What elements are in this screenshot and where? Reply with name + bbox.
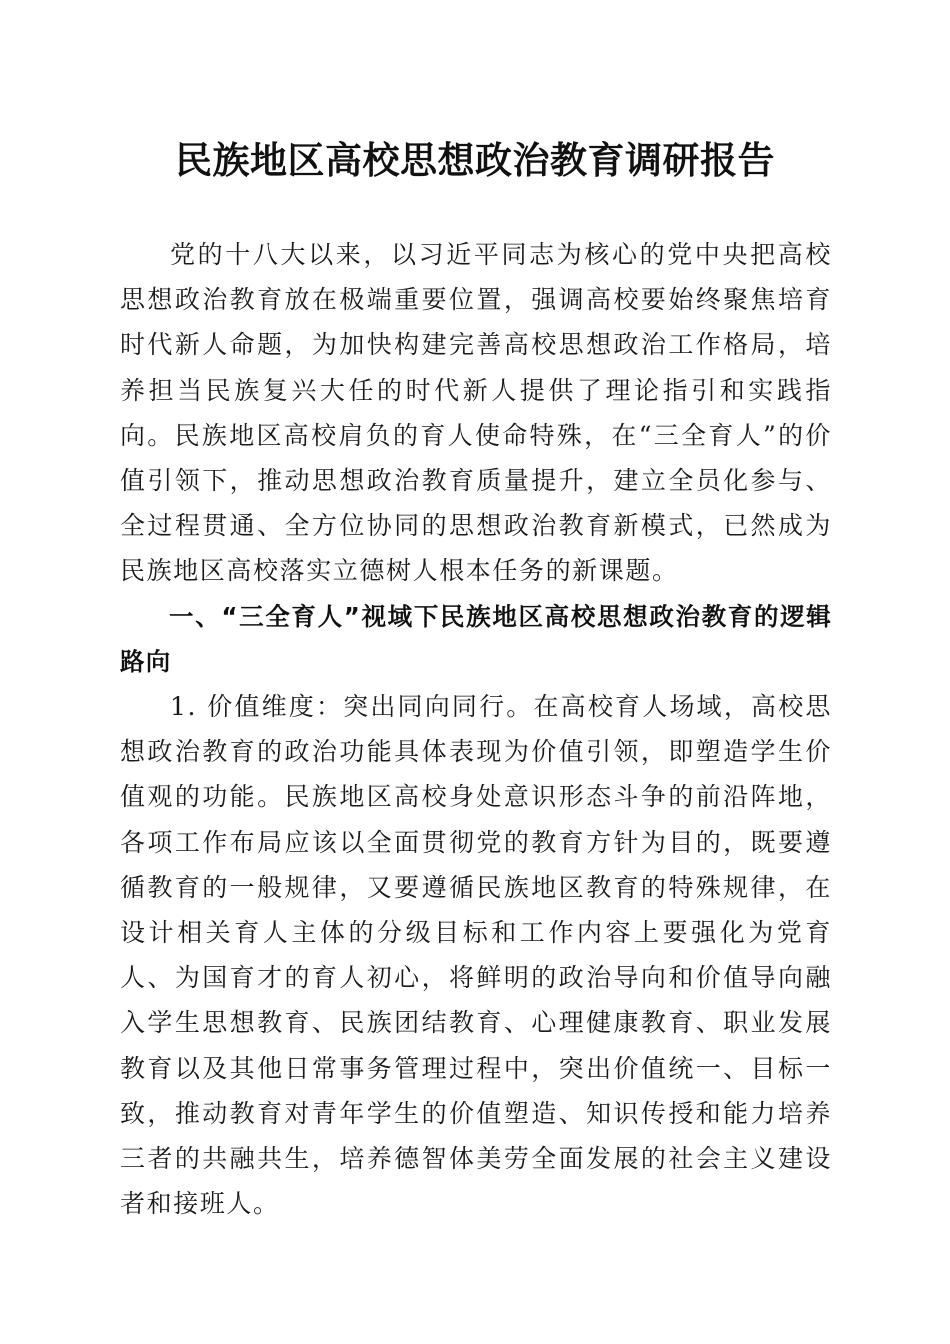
section-1-heading: 一、“三全育人”视域下民族地区高校思想政治教育的逻辑路向 bbox=[120, 601, 832, 676]
document-body bbox=[120, 232, 832, 1226]
section-1-paragraph-1: 1. 价值维度：突出同向同行。在高校育人场域，高校思想政治教育的政治功能具体表现为价值引领，即塑造学生价值观的功能。民族地区高校身处意识形态斗争的前沿阵地，各项工作布局应该以全面贯彻党的教育方针为目的，既要遵循教育的一般规律，又要遵循民族地区教育的特殊规律，在设计相关育人主体的分级目标和工作内容上要强化为党育人、为国育才的育人初心，将鲜明的政治导向和价值导向融入学生思想教育、民族团结教育、心理健康教育、职业发展教育以及其他日常事务管理过程中，突出价值统一、目标一致，推动教育对青年学生的价值塑造、知识传授和能力培养三者的共融共生，培养德智体美劳全面发展的社会主义建设者和接班人。 bbox=[120, 692, 832, 1219]
intro-paragraph: 党的十八大以来，以习近平同志为核心的党中央把高校思想政治教育放在极端重要位置，强调高校要始终聚焦培育时代新人命题，为加快构建完善高校思想政治工作格局，培养担当民族复兴大任的时代新人提供了理论指引和实践指向。民族地区高校肩负的育人使命特殊，在“三全育人”的价值引领下，推动思想政治教育质量提升，建立全员化参与、全过程贯通、全方位协同的思想政治教育新模式，已然成为民族地区高校落实立德树人根本任务的新课题。 bbox=[120, 240, 832, 586]
document-title: 民族地区高校思想政治教育调研报告 bbox=[175, 138, 775, 182]
